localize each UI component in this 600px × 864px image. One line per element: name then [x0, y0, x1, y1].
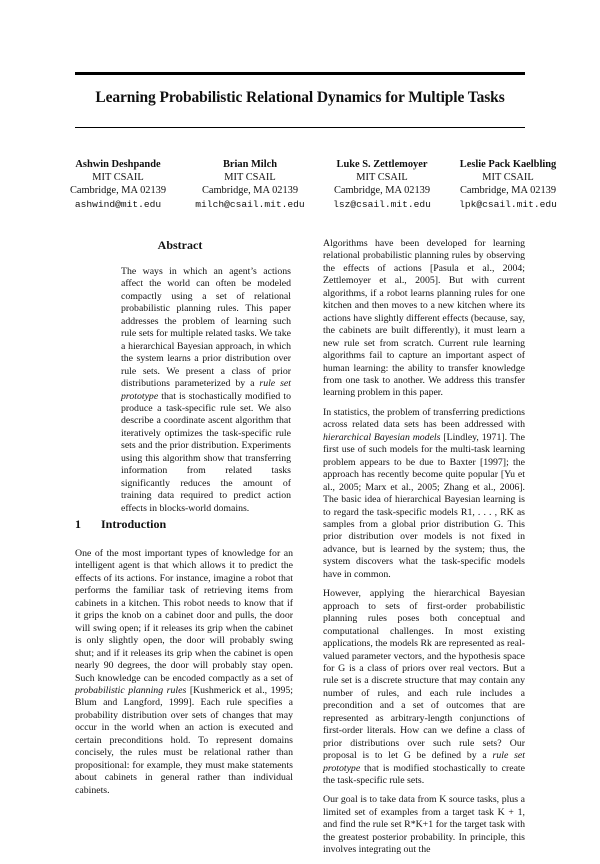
abstract-text: that is stochastically modified to produce a task-specific rule set. We also describe a coordinate ascent algorithm that iteratively optimizes the task-specific rule sets and the prior distribution. Experiments using this algorithm show that transferring information from related tasks significantly reduces the amount of training data required to predict action effects in blocks-world domains.: [121, 390, 291, 514]
section-number: 1: [75, 517, 81, 531]
author-affiliation: MIT CSAIL: [482, 172, 534, 184]
author-email[interactable]: ashwind@mit.edu: [74, 198, 162, 210]
author-affiliation: MIT CSAIL: [92, 172, 144, 184]
paragraph-emphasis: hierarchical Bayesian models: [323, 431, 441, 443]
abstract-text: The ways in which an agent’s actions affect the world can often be modeled compactly using a set of relational probabilistic planning rules. This paper addresses the problem of learning such rule sets for multiple related tasks. We take a hierarchical Bayesian approach, in which the system learns a prior distribution over rule sets. We present a class of prior distributions parameterized by a: [121, 266, 291, 390]
left-column: [75, 548, 293, 804]
abstract-body: [121, 266, 291, 515]
author-affiliation: MIT CSAIL: [356, 172, 408, 184]
author-block: [316, 158, 448, 211]
paragraph-text: However, applying the hierarchical Bayesian approach to sets of first-order probabilistic planning rules poses both conceptual and computational challenges. In most existing applications, the models Rk are represented as real-valued parameter vectors, and the hypothesis space for G is a class of priors over real vectors. But a rule set is a discrete structure that may contain any number of rules, and each rule includes a precondition and a set of outcomes that are represented as arbitrary-length conjunctions of first-order literals. How can we define a class of prior distributions over such rule sets? Our proposal is to let G be defined by a: [323, 588, 525, 762]
paper-title: Learning Probabilistic Relational Dynamics for Multiple Tasks: [95, 89, 505, 106]
paragraph-text: that is modified stochastically to create the task-specific rule sets.: [323, 762, 525, 787]
section-heading: [75, 517, 166, 532]
author-address: Cambridge, MA 02139: [333, 185, 431, 197]
section-title: Introduction: [101, 517, 167, 531]
author-name: Brian Milch: [223, 159, 277, 170]
author-name: Ashwin Deshpande: [75, 159, 161, 170]
paragraph-emphasis: probabilistic planning rules: [75, 684, 187, 696]
paragraph: [323, 588, 525, 787]
paragraph-text: One of the most important types of knowledge for an intelligent agent is that which allows it to predict the effects of its actions. For instance, imagine a robot that performs the familiar task of retrieving items from cabinets in a kitchen. This robot needs to know that if it grips the knob on a cabinet door and pulls, the door will swing open; if it releases its grip when the cabinet is only slightly open, the door will probably swing shut; and if it releases its grip when the cabinet is open nearly 90 degrees, the door will probably stay open. Such knowledge can be encoded compactly as a set of: [75, 548, 293, 684]
author-address: Cambridge, MA 02139: [69, 185, 167, 197]
paragraph-text: [Kushmerick et al., 1995; Blum and Langford, 1999]. Each rule specifies a probability distribution over sets of changes that may occur in the world when an action is executed and certain preconditions hold. To represent domains concisely, the rules must be relational rather than propositional: for example, they must make statements about cabinets in general rather than individual cabinets.: [75, 684, 293, 796]
paragraph-text: [Lindley, 1971]. The first use of such models for the multi-task learning problem appears to be due to Baxter [1997]; the approach has recently become quite popular [Yu et al., 2005; Marx et al., 2005; Zhang et al., 2006]. The basic idea of hierarchical Bayesian learning is to regard the task-specific models R1, . . . , RK as samples from a global prior distribution G. This prior distribution over models is not fixed in advance, but is learned by the system; thus, the system discovers what the task-specific models have in common.: [323, 431, 525, 580]
paragraph: Our goal is to take data from K source tasks, plus a limited set of examples from a target task K + 1, and find the rule set R*K+1 for the target task with the greatest posterior probability. In principle, this involves integrating out the: [323, 794, 525, 856]
author-block: [184, 158, 316, 211]
author-affiliation: MIT CSAIL: [224, 172, 276, 184]
author-address: Cambridge, MA 02139: [201, 185, 299, 197]
title-rule-bottom: [75, 127, 525, 128]
abstract-emphasis: rule set prototype: [121, 378, 291, 402]
paragraph-emphasis: rule set prototype: [323, 750, 525, 774]
paragraph: Algorithms have been developed for learning relational probabilistic planning rules by observing the effects of actions [Pasula et al., 2004; Zettlemoyer et al., 2005]. But with current algorithms, if a robot learns planning rules for one kitchen and then moves to a new kitchen where its actions have slightly different effects (because, say, the cabinets are built differently), it must learn a new rule set from scratch. Current rule learning algorithms fail to capture an important aspect of human learning: the ability to transfer knowledge from one task to another. We address this transfer learning problem in this paper.: [323, 238, 525, 399]
paragraph: [323, 407, 525, 581]
paragraph-text: In statistics, the problem of transferring predictions across related data sets has been addressed with: [323, 406, 525, 431]
author-block: [52, 158, 184, 211]
author-name: Luke S. Zettlemoyer: [336, 159, 428, 170]
author-email[interactable]: milch@csail.mit.edu: [195, 198, 305, 210]
author-email[interactable]: lsz@csail.mit.edu: [333, 198, 431, 210]
title-rule-top: [75, 72, 525, 75]
abstract-heading: Abstract: [157, 238, 203, 252]
paragraph: [75, 548, 293, 797]
author-block: [442, 158, 574, 211]
author-email[interactable]: lpk@csail.mit.edu: [459, 198, 557, 210]
right-column: [323, 238, 525, 864]
author-name: Leslie Pack Kaelbling: [459, 159, 557, 170]
author-address: Cambridge, MA 02139: [459, 185, 557, 197]
